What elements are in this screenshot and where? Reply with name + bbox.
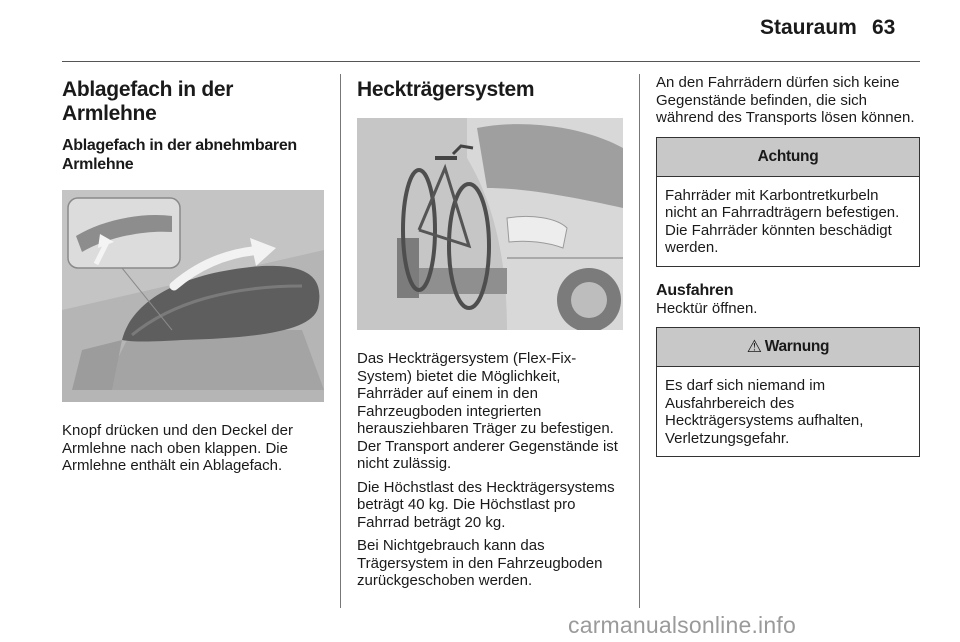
rear-carrier-stowing: Bei Nichtgebrauch kann das Trägersystem in den Fahrzeugboden zurückgeschoben werden. [357, 537, 603, 589]
step-open-tailgate: Hecktür öffnen. [656, 299, 758, 317]
column-rear-carrier [357, 74, 623, 590]
rear-carrier-max-load: Die Höchstlast des Heckträgersystems beträgt 40 kg. Die Höchstlast pro Fahrrad beträgt 20 kg. [357, 478, 615, 531]
heading-extending: Ausfahren [656, 281, 734, 299]
warning-header [657, 328, 919, 367]
column-divider [340, 74, 341, 608]
loose-items-note: An den Fahrrädern dürfen sich keine Gegenstände befinden, die sich während des Transports lösen können. [656, 74, 915, 126]
rear-carrier-description: Das Heckträgersystem (Flex-Fix-System) bietet die Möglichkeit, Fahrräder auf einem in den Fahrzeugboden integrierten herausziehbaren Träger zu befestigen. Der Transport anderer Gegenstände ist nicht zulässig. [357, 350, 618, 472]
warning-title: Warnung [764, 338, 830, 355]
bicycle-rear-carrier-illustration [357, 118, 623, 330]
heading-armrest-compartment: Ablagefach in der Armlehne [62, 78, 234, 125]
column-extending [656, 74, 920, 457]
page-header [0, 0, 960, 62]
column-divider [639, 74, 640, 608]
heading-rear-carrier-system: Heckträgersystem [357, 78, 535, 101]
watermark: carmanualsonline.info [568, 612, 796, 638]
caution-box [656, 137, 920, 267]
header-rule [62, 61, 920, 62]
caution-title: Achtung [657, 138, 919, 177]
page-number: 63 [872, 16, 896, 39]
section-title: Stauraum [760, 16, 857, 39]
warning-box [656, 327, 920, 457]
armrest-illustration [62, 190, 324, 402]
column-armrest [62, 74, 324, 475]
warning-triangle-icon: ⚠ [746, 337, 762, 356]
caution-text: Fahrräder mit Karbontretkurbeln nicht an Fahrradträgern befestigen. Die Fahrräder könnten beschädigt werden. [665, 186, 900, 256]
warning-text: Es darf sich niemand im Ausfahrbereich des Heckträgersystems aufhalten, Verletzungsgefahr. [665, 377, 864, 447]
subheading-removable-armrest: Ablagefach in der abnehmbaren Armlehne [62, 137, 297, 173]
armrest-instructions: Knopf drücken und den Deckel der Armlehne nach oben klappen. Die Armlehne enthält ein Ablagefach. [62, 422, 293, 474]
